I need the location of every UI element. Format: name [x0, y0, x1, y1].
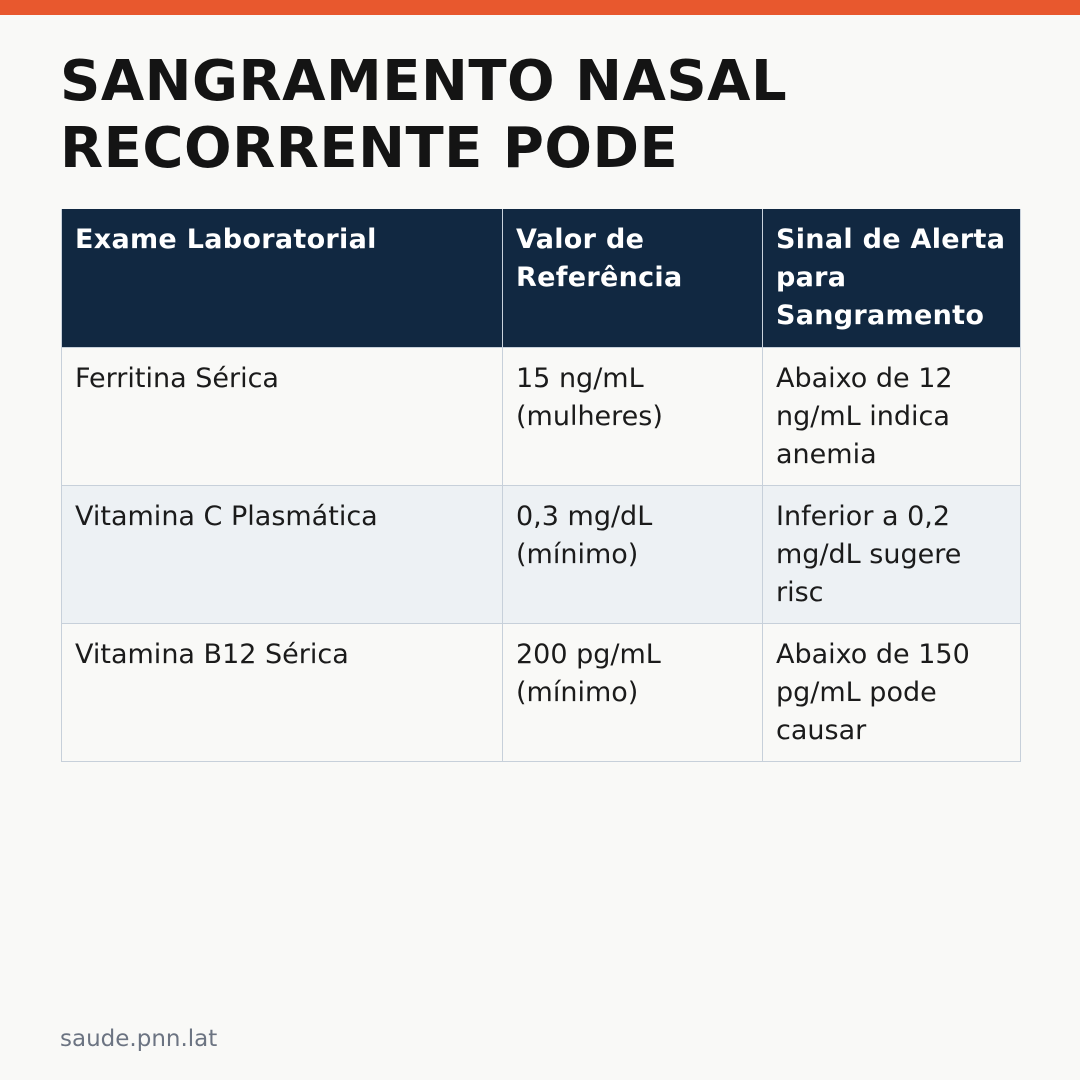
cell-alert: Abaixo de 12 ng/mL indica anemia — [763, 347, 1021, 485]
title-line-2: RECORRENTE PODE — [60, 116, 679, 181]
cell-exam: Vitamina B12 Sérica — [62, 623, 503, 761]
source-label: saude.pnn.lat — [60, 1026, 218, 1052]
cell-alert: Inferior a 0,2 mg/dL sugere risc — [763, 485, 1021, 623]
lab-results-table — [61, 209, 1021, 762]
table-row — [62, 623, 1021, 761]
page-title — [60, 48, 1020, 182]
title-line-1: SANGRAMENTO NASAL — [60, 49, 788, 114]
cell-reference: 15 ng/mL (mulheres) — [503, 347, 763, 485]
cell-reference: 0,3 mg/dL (mínimo) — [503, 485, 763, 623]
cell-alert: Abaixo de 150 pg/mL pode causar — [763, 623, 1021, 761]
header-alert: Sinal de Alerta para Sangramento — [763, 209, 1021, 347]
accent-bar — [0, 0, 1080, 15]
table-row — [62, 347, 1021, 485]
cell-reference: 200 pg/mL (mínimo) — [503, 623, 763, 761]
header-reference: Valor de Referência — [503, 209, 763, 347]
cell-exam: Ferritina Sérica — [62, 347, 503, 485]
cell-exam: Vitamina C Plasmática — [62, 485, 503, 623]
table-header-row — [62, 209, 1021, 347]
header-exam: Exame Laboratorial — [62, 209, 503, 347]
table-row — [62, 485, 1021, 623]
